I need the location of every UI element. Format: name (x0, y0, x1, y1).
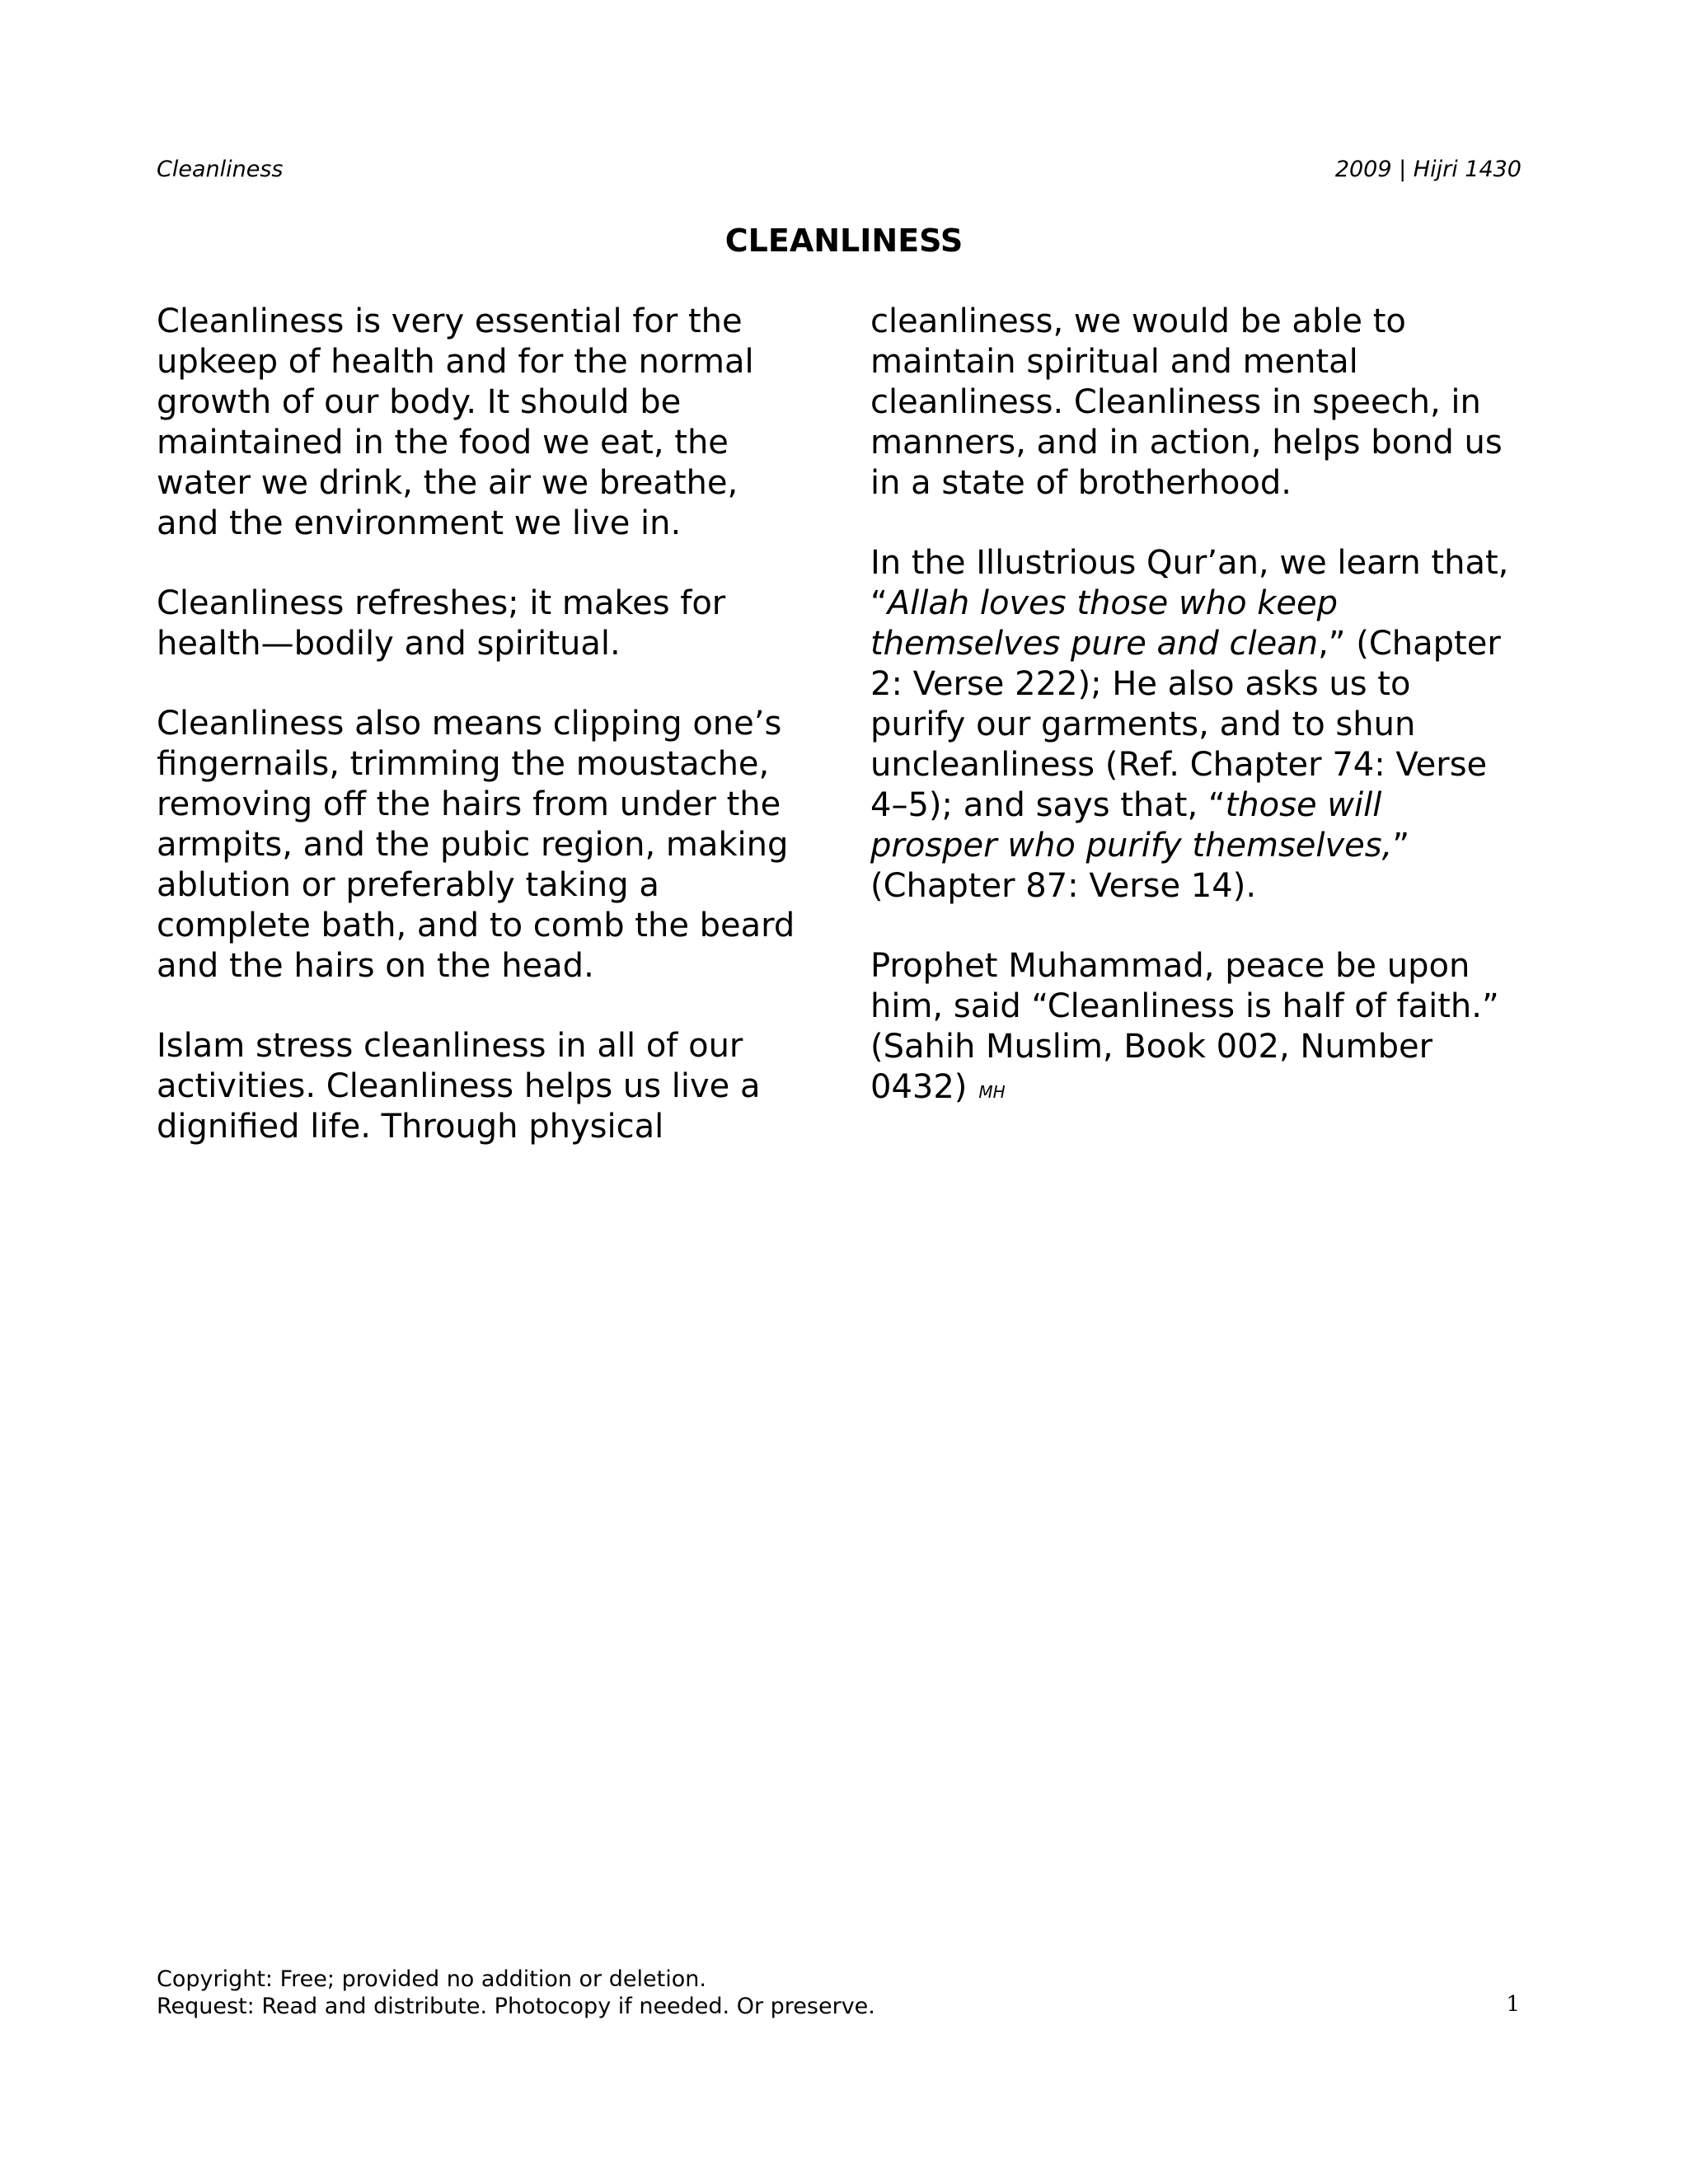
paragraph-essential (157, 302, 824, 544)
text-line: in a state of brotherhood. (870, 464, 1292, 502)
text-line: ablution or preferably taking a (157, 866, 659, 904)
quran-quote: themselves pure and clean (870, 625, 1319, 663)
text-line: Cleanliness is very essential for the (157, 302, 743, 340)
hadith-number: 0432) (870, 1068, 968, 1106)
text-line: purify our garments, and to shun (870, 705, 1416, 743)
paragraph-hadith (870, 946, 1538, 1113)
page-number: 1 (1506, 1992, 1520, 2017)
text-line (870, 1067, 1538, 1113)
text-line: maintained in the food we eat, the (157, 424, 729, 462)
text-line (870, 826, 1538, 866)
left-column (157, 302, 824, 1187)
text-line: manners, and in action, helps bond us (870, 424, 1503, 462)
right-column (870, 302, 1538, 1152)
text-line: fingernails, trimming the moustache, (157, 745, 770, 783)
author-initials: MH (978, 1082, 1006, 1102)
text-line: Cleanliness also means clipping one’s (157, 705, 782, 743)
text-line (870, 624, 1538, 664)
text-line (870, 785, 1538, 826)
text-line: dignified life. Through physical (157, 1108, 664, 1146)
copyright-notice: Copyright: Free; provided no addition or deletion. (157, 1966, 706, 1992)
page-title: CLEANLINESS (724, 223, 964, 259)
paragraph-continuation (870, 302, 1538, 504)
text-line: upkeep of health and for the normal (157, 343, 754, 381)
text-line: growth of our body. It should be (157, 383, 682, 421)
text-line: Islam stress cleanliness in all of our (157, 1027, 743, 1065)
text-line: (Sahih Muslim, Book 002, Number (870, 1028, 1433, 1066)
citation-text: 4–5); and says that, “ (870, 786, 1226, 824)
text-line: uncleanliness (Ref. Chapter 74: Verse (870, 746, 1488, 784)
quote-mark: “ (870, 584, 888, 622)
text-line: Prophet Muhammad, peace be upon (870, 947, 1470, 985)
text-line: armpits, and the pubic region, making (157, 826, 789, 864)
distribution-request: Request: Read and distribute. Photocopy if needed. Or preserve. (157, 1994, 875, 2019)
text-line: complete bath, and to comb the beard (157, 907, 795, 944)
text-line: cleanliness, we would be able to (870, 302, 1406, 340)
text-line: Cleanliness refreshes; it makes for (157, 584, 726, 622)
paragraph-islam (157, 1026, 824, 1147)
paragraph-refreshes (157, 583, 824, 664)
quran-quote: prosper who purify themselves, (870, 827, 1393, 865)
text-line: cleanliness. Cleanliness in speech, in (870, 383, 1481, 421)
text-line: removing off the hairs from under the (157, 785, 781, 823)
text-line (870, 583, 1538, 624)
text-line: maintain spiritual and mental (870, 343, 1358, 381)
text-line: health—bodily and spiritual. (157, 625, 621, 663)
text-line: In the Illustrious Qur’an, we learn that, (870, 544, 1509, 582)
text-line: (Chapter 87: Verse 14). (870, 867, 1257, 905)
paragraph-grooming (157, 704, 824, 987)
citation-text: ,” (Chapter (1318, 625, 1501, 663)
footer-notes (157, 1966, 875, 2020)
text-line: water we drink, the air we breathe, (157, 464, 738, 502)
text-line: and the environment we live in. (157, 504, 682, 542)
quran-quote: Allah loves those who keep (887, 584, 1339, 622)
text-line: and the hairs on the head. (157, 947, 594, 985)
running-header-title: Cleanliness (157, 157, 284, 182)
quran-quote: those will (1225, 786, 1382, 824)
quote-mark: ” (1392, 827, 1410, 865)
text-line: him, said “Cleanliness is half of faith.” (870, 987, 1499, 1025)
running-header-date: 2009 | Hijri 1430 (1334, 157, 1522, 182)
text-line: activities. Cleanliness helps us live a (157, 1067, 761, 1105)
text-line: 2: Verse 222); He also asks us to (870, 665, 1411, 703)
paragraph-quran (870, 543, 1538, 907)
